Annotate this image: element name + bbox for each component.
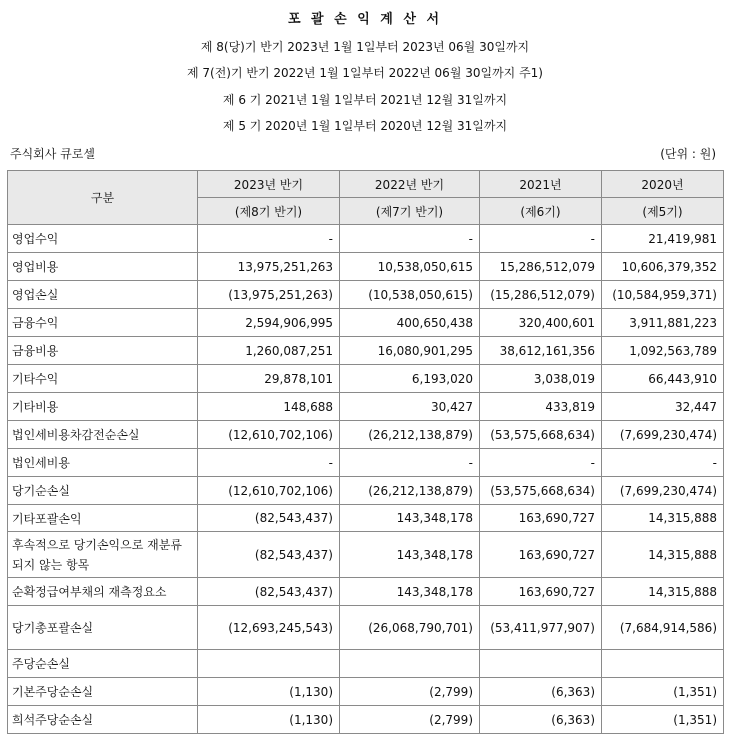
row-value: (82,543,437) xyxy=(198,578,340,606)
table-row xyxy=(8,393,724,421)
period-line-2: 제 7(전)기 반기 2022년 1월 1일부터 2022년 06월 30일까지 주1) xyxy=(186,66,543,80)
row-label: 당기총포괄손실 xyxy=(8,606,198,650)
row-value: - xyxy=(340,225,480,253)
row-label: 영업수익 xyxy=(8,225,198,253)
row-label: 당기순손실 xyxy=(8,477,198,505)
table-row xyxy=(8,449,724,477)
income-statement-table xyxy=(7,170,724,734)
row-value: 6,193,020 xyxy=(340,365,480,393)
row-value: 29,878,101 xyxy=(198,365,340,393)
row-value: 1,260,087,251 xyxy=(198,337,340,365)
row-label: 영업손실 xyxy=(8,281,198,309)
row-label: 희석주당순손실 xyxy=(8,706,198,734)
row-value: (26,068,790,701) xyxy=(340,606,480,650)
row-value: 13,975,251,263 xyxy=(198,253,340,281)
row-value: (7,699,230,474) xyxy=(602,477,724,505)
row-value: (6,363) xyxy=(480,678,602,706)
row-label: 금융비용 xyxy=(8,337,198,365)
table-row xyxy=(8,505,724,532)
row-value: 143,348,178 xyxy=(340,578,480,606)
row-value: (1,130) xyxy=(198,678,340,706)
row-value: 10,538,050,615 xyxy=(340,253,480,281)
header-term: (제8기 반기) xyxy=(198,198,340,225)
period-line-1: 제 8(당)기 반기 2023년 1월 1일부터 2023년 06월 30일까지 xyxy=(200,40,530,54)
row-value: 14,315,888 xyxy=(602,532,724,578)
table-row xyxy=(8,281,724,309)
row-label: 기본주당순손실 xyxy=(8,678,198,706)
row-label: 금융수익 xyxy=(8,309,198,337)
row-value: 1,092,563,789 xyxy=(602,337,724,365)
row-value: (1,351) xyxy=(602,706,724,734)
period-line-4: 제 5 기 2020년 1월 1일부터 2020년 12월 31일까지 xyxy=(222,119,508,133)
row-value: (53,575,668,634) xyxy=(480,477,602,505)
row-value: 3,038,019 xyxy=(480,365,602,393)
row-label: 기타비용 xyxy=(8,393,198,421)
header-term: (제5기) xyxy=(602,198,724,225)
row-value: 30,427 xyxy=(340,393,480,421)
row-value: 21,419,981 xyxy=(602,225,724,253)
row-value xyxy=(340,650,480,678)
table-row xyxy=(8,365,724,393)
header-term: (제6기) xyxy=(480,198,602,225)
row-value: 15,286,512,079 xyxy=(480,253,602,281)
company-name: 주식회사 큐로셀 xyxy=(10,147,95,161)
table-row xyxy=(8,706,724,734)
header-year: 2020년 xyxy=(602,171,724,198)
unit-label: (단위 : 원) xyxy=(660,147,716,161)
table-row xyxy=(8,650,724,678)
header-corner: 구분 xyxy=(8,171,198,225)
row-value: 16,080,901,295 xyxy=(340,337,480,365)
row-value: 2,594,906,995 xyxy=(198,309,340,337)
header-year: 2022년 반기 xyxy=(340,171,480,198)
row-value: (53,575,668,634) xyxy=(480,421,602,449)
row-value: - xyxy=(480,225,602,253)
table-row xyxy=(8,477,724,505)
header-row-years xyxy=(8,171,724,198)
row-value: 320,400,601 xyxy=(480,309,602,337)
period-line-3: 제 6 기 2021년 1월 1일부터 2021년 12월 31일까지 xyxy=(222,93,508,107)
row-value: 66,443,910 xyxy=(602,365,724,393)
row-value: - xyxy=(602,449,724,477)
row-label: 법인세비용차감전순손실 xyxy=(8,421,198,449)
row-value: 14,315,888 xyxy=(602,578,724,606)
table-row xyxy=(8,421,724,449)
row-value: 143,348,178 xyxy=(340,505,480,532)
table-row xyxy=(8,253,724,281)
row-value: 148,688 xyxy=(198,393,340,421)
row-value: 400,650,438 xyxy=(340,309,480,337)
row-label: 후속적으로 당기손익으로 재분류되지 않는 항목 xyxy=(8,532,198,578)
header-term: (제7기 반기) xyxy=(340,198,480,225)
row-value: (10,538,050,615) xyxy=(340,281,480,309)
row-value: 433,819 xyxy=(480,393,602,421)
row-value: (12,610,702,106) xyxy=(198,477,340,505)
table-row xyxy=(8,606,724,650)
row-value: (1,130) xyxy=(198,706,340,734)
row-value: 10,606,379,352 xyxy=(602,253,724,281)
row-label: 기타수익 xyxy=(8,365,198,393)
row-value: - xyxy=(198,449,340,477)
row-value: - xyxy=(480,449,602,477)
row-value: (7,684,914,586) xyxy=(602,606,724,650)
table-row xyxy=(8,225,724,253)
table-row xyxy=(8,532,724,578)
row-value: - xyxy=(198,225,340,253)
row-value: (1,351) xyxy=(602,678,724,706)
row-value: 143,348,178 xyxy=(340,532,480,578)
row-value: (13,975,251,263) xyxy=(198,281,340,309)
table-row xyxy=(8,578,724,606)
row-value: 3,911,881,223 xyxy=(602,309,724,337)
header-year: 2021년 xyxy=(480,171,602,198)
row-value: 14,315,888 xyxy=(602,505,724,532)
row-value: (2,799) xyxy=(340,678,480,706)
row-label: 주당순손실 xyxy=(8,650,198,678)
row-value: (26,212,138,879) xyxy=(340,477,480,505)
table-row xyxy=(8,309,724,337)
row-value: (15,286,512,079) xyxy=(480,281,602,309)
row-value: 32,447 xyxy=(602,393,724,421)
row-value: (6,363) xyxy=(480,706,602,734)
row-value: (82,543,437) xyxy=(198,505,340,532)
table-row xyxy=(8,678,724,706)
row-value: (26,212,138,879) xyxy=(340,421,480,449)
row-value: (53,411,977,907) xyxy=(480,606,602,650)
row-value xyxy=(198,650,340,678)
row-value xyxy=(480,650,602,678)
row-value: 163,690,727 xyxy=(480,578,602,606)
row-value: 163,690,727 xyxy=(480,532,602,578)
row-value: 38,612,161,356 xyxy=(480,337,602,365)
row-value: - xyxy=(340,449,480,477)
row-value: (2,799) xyxy=(340,706,480,734)
row-value xyxy=(602,650,724,678)
row-value: (12,610,702,106) xyxy=(198,421,340,449)
statement-title: 포 괄 손 익 계 산 서 xyxy=(287,12,443,27)
header-year: 2023년 반기 xyxy=(198,171,340,198)
row-label: 순확정급여부채의 재측정요소 xyxy=(8,578,198,606)
row-label: 영업비용 xyxy=(8,253,198,281)
row-label: 법인세비용 xyxy=(8,449,198,477)
row-value: (10,584,959,371) xyxy=(602,281,724,309)
row-value: (82,543,437) xyxy=(198,532,340,578)
table-row xyxy=(8,337,724,365)
row-value: 163,690,727 xyxy=(480,505,602,532)
row-value: (7,699,230,474) xyxy=(602,421,724,449)
row-label: 기타포괄손익 xyxy=(8,505,198,532)
row-value: (12,693,245,543) xyxy=(198,606,340,650)
